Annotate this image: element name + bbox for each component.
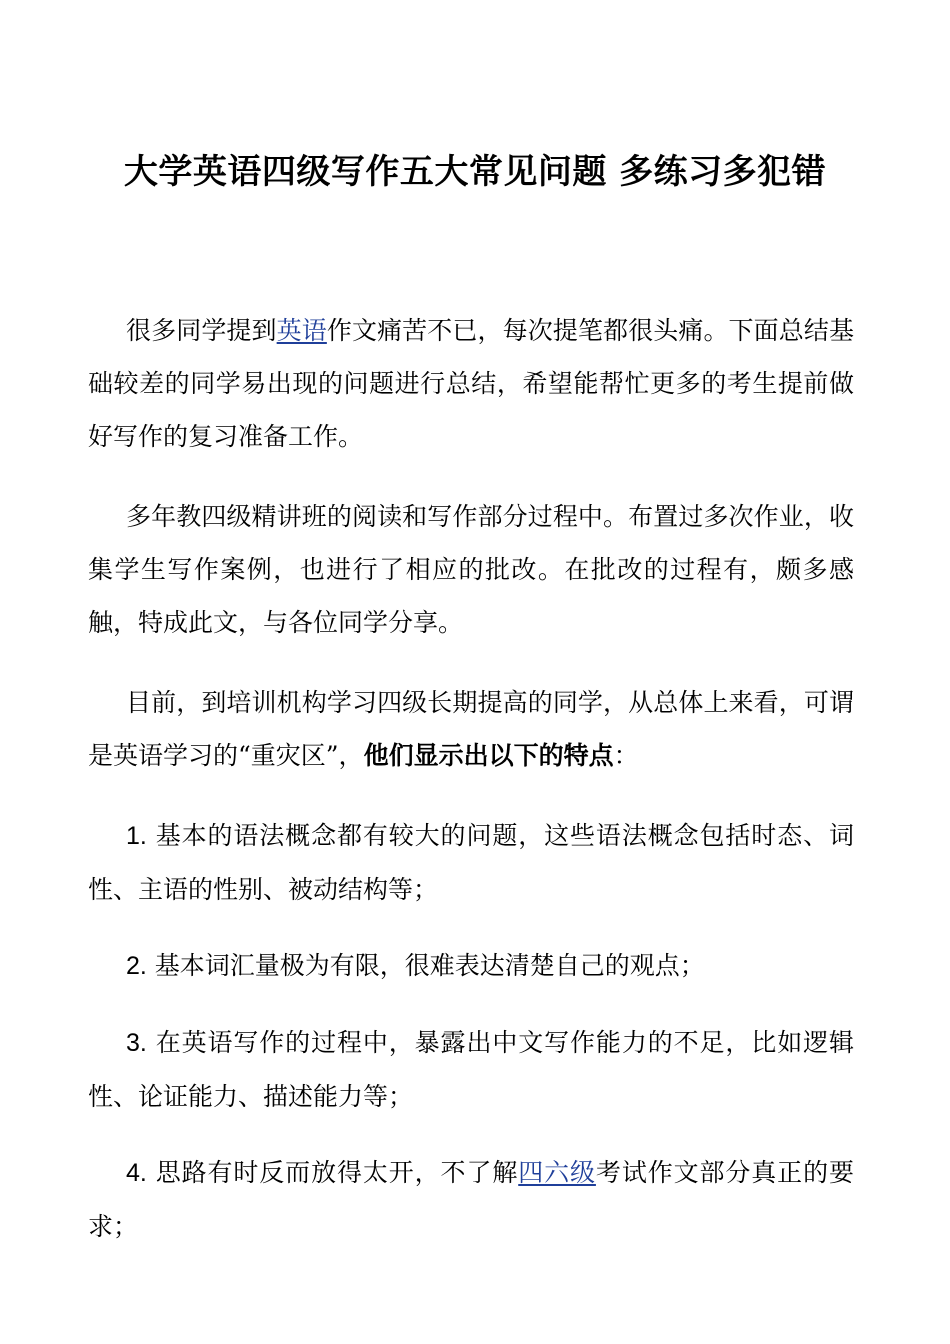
article-body bbox=[88, 304, 854, 1276]
list-item-text-after: 考试作文部分真正的要求； bbox=[88, 1158, 854, 1241]
list-item-number: 3. bbox=[126, 1029, 147, 1057]
paragraph-intro-text-before: 很多同学提到 bbox=[126, 316, 277, 345]
paragraph-intro-text-after: 作文痛苦不已，每次提笔都很头痛。下面总结基础较差的同学易出现的问题进行总结，希望能帮忙更多的考生提前做好写作的复习准备工作。 bbox=[88, 316, 854, 451]
list-item bbox=[88, 939, 854, 993]
link-cet46[interactable]: 四六级 bbox=[518, 1158, 596, 1187]
paragraph-features-bold: 他们显示出以下的特点 bbox=[363, 741, 614, 770]
paragraph-experience: 多年教四级精讲班的阅读和写作部分过程中。布置过多次作业，收集学生写作案例，也进行了相应的批改。在批改的过程有，颇多感触，特成此文，与各位同学分享。 bbox=[88, 502, 854, 637]
list-item-text: 基本词汇量极为有限，很难表达清楚自己的观点； bbox=[146, 951, 705, 980]
paragraph-features bbox=[88, 676, 854, 782]
paragraph-features-colon: ： bbox=[613, 741, 639, 770]
list-item-number: 4. bbox=[126, 1159, 147, 1187]
list-item-text: 在英语写作的过程中，暴露出中文写作能力的不足，比如逻辑性、论证能力、描述能力等； bbox=[88, 1028, 854, 1111]
list-item-text-before: 思路有时反而放得太开，不了解 bbox=[146, 1158, 519, 1187]
paragraph-features-text: 目前，到培训机构学习四级长期提高的同学，从总体上来看，可谓是英语学习的“重灾区”， bbox=[88, 688, 854, 770]
paragraph-intro bbox=[88, 304, 854, 463]
list-item-number: 1. bbox=[126, 822, 147, 850]
page-title: 大学英语四级写作五大常见问题 多练习多犯错 bbox=[123, 152, 827, 192]
list-item-text: 基本的语法概念都有较大的问题，这些语法概念包括时态、词性、主语的性别、被动结构等； bbox=[88, 821, 854, 904]
list-item-number: 2. bbox=[126, 952, 147, 980]
list-item bbox=[88, 1146, 854, 1253]
list-item bbox=[88, 1016, 854, 1123]
list-item bbox=[88, 809, 854, 916]
link-english[interactable]: 英语 bbox=[276, 316, 327, 345]
